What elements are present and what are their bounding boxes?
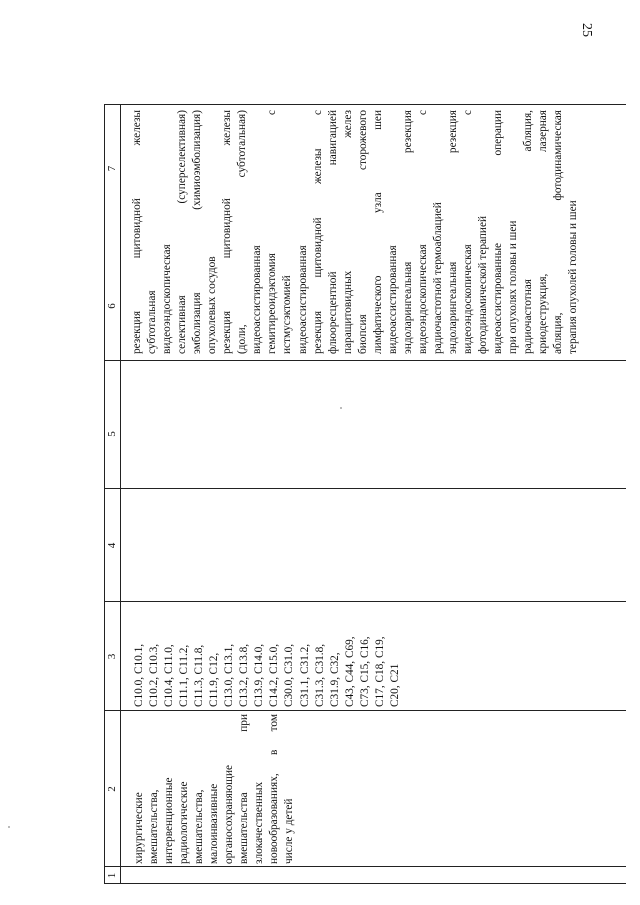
column-number: 1	[106, 872, 118, 879]
column-rule	[104, 488, 626, 489]
text-line: C31.1, C31.2,	[298, 643, 311, 707]
cell-treatment-methods	[130, 110, 581, 354]
cell-intervention-type	[132, 714, 298, 864]
column-number: 4	[106, 542, 118, 549]
text-line: резекция щитовидной железы с	[311, 110, 324, 354]
text-line: C31.3, C31.8,	[313, 643, 326, 707]
column-number: 6	[106, 303, 118, 309]
text-line: видеоэндоскопическая с	[416, 110, 429, 354]
text-line: эндоларингеальная резекция	[446, 110, 459, 354]
text-line: радиочастотная абляция,	[522, 110, 535, 354]
text-line: биопсия сторожевого	[356, 110, 369, 354]
text-line: лимфатического узла шеи	[371, 110, 384, 354]
text-line: C11.3, C11.8,	[193, 644, 206, 707]
text-line: резекция щитовидной железы	[221, 110, 234, 354]
text-line: видеоассистированная	[386, 245, 399, 354]
column-rule	[104, 866, 626, 867]
text-line: новообразованиях, в том	[268, 714, 281, 864]
text-line: C11.1, C11.2,	[178, 644, 191, 707]
text-line: вмешательства при	[238, 714, 251, 864]
text-line: видеоэндоскопическая	[161, 244, 174, 354]
scan-speck	[8, 826, 10, 828]
text-line: видеоассистированная	[251, 245, 264, 354]
text-line: C14.2, C15.0,	[268, 643, 281, 707]
text-line: числе у детей	[283, 798, 296, 864]
text-line: C13.0, C13.1,	[223, 643, 236, 707]
text-line: видеоассистированные операции	[492, 110, 505, 354]
text-line: хирургические	[133, 792, 145, 864]
text-line: видеоэндоскопическая с	[462, 110, 475, 354]
text-line: фотодинамической терапией	[477, 215, 490, 354]
text-line: паращитовидных желез	[341, 110, 354, 354]
column-number: 5	[106, 431, 118, 437]
text-line: вмешательства,	[148, 789, 161, 864]
text-line: C30.0, C31.0,	[283, 643, 296, 707]
text-line: интервенционные	[163, 777, 176, 864]
column-rule	[104, 104, 626, 105]
text-line: C11.9, C12,	[208, 652, 221, 707]
text-line: C13.9, C14.0,	[253, 643, 266, 707]
text-line: C13.2, C13.8,	[238, 643, 251, 707]
text-line: опухолевых сосудов	[206, 256, 219, 354]
text-line: C20, C21	[388, 663, 401, 707]
page-number: 25	[579, 23, 594, 37]
text-line: флюоресцентной навигацией	[326, 110, 339, 354]
text-line: селективная (суперселективная)	[176, 110, 189, 354]
text-line: C10.0, C10.1,	[133, 643, 145, 707]
text-line: терапия опухолей головы и шеи	[567, 200, 580, 354]
column-rule	[104, 601, 626, 602]
text-line: эмболизация (химиоэмболизация)	[191, 110, 204, 354]
text-line: абляция, фотодинамическая	[552, 110, 565, 354]
header-rule	[120, 104, 121, 884]
column-rule	[104, 360, 626, 361]
text-line: органосохраняющие	[223, 764, 236, 864]
text-line: радиологические	[178, 781, 191, 864]
text-line: C10.2, C10.3,	[148, 643, 161, 707]
text-line: C10.4, C11.0,	[163, 644, 176, 707]
text-line: при опухолях головы и шеи	[507, 220, 520, 354]
column-number: 3	[106, 653, 118, 660]
text-line: злокачественных	[253, 781, 266, 864]
text-line: (доли, субтотальная)	[236, 110, 249, 354]
text-line: C31.9, C32,	[328, 652, 341, 707]
text-line: C17, C18, C19,	[373, 636, 386, 707]
text-line: вмешательства,	[193, 789, 206, 864]
text-line: C73, C15, C16,	[358, 636, 371, 707]
text-line: криодеструкция, лазерная	[537, 110, 550, 354]
column-number: 7	[106, 165, 118, 172]
cell-icd-codes	[132, 604, 403, 707]
text-line: истмусэктомией	[281, 275, 294, 354]
text-line: гемитиреоидэктомия с	[266, 110, 279, 354]
text-line: эндоларингеальная резекция	[401, 110, 414, 354]
column-number: 2	[106, 786, 118, 792]
text-line: резекция щитовидной железы	[131, 110, 143, 354]
column-rule	[104, 883, 626, 884]
text-line: радиочастотной термоаблацией	[431, 202, 444, 354]
column-rule	[104, 710, 626, 711]
text-line: C43, C44, C69,	[343, 636, 356, 707]
text-line: субтотальная	[146, 290, 159, 354]
rotated-table	[104, 104, 626, 884]
scan-speck	[340, 407, 342, 409]
text-line: малоинвазивные	[208, 783, 221, 864]
text-line: видеоассистированная	[296, 245, 309, 354]
